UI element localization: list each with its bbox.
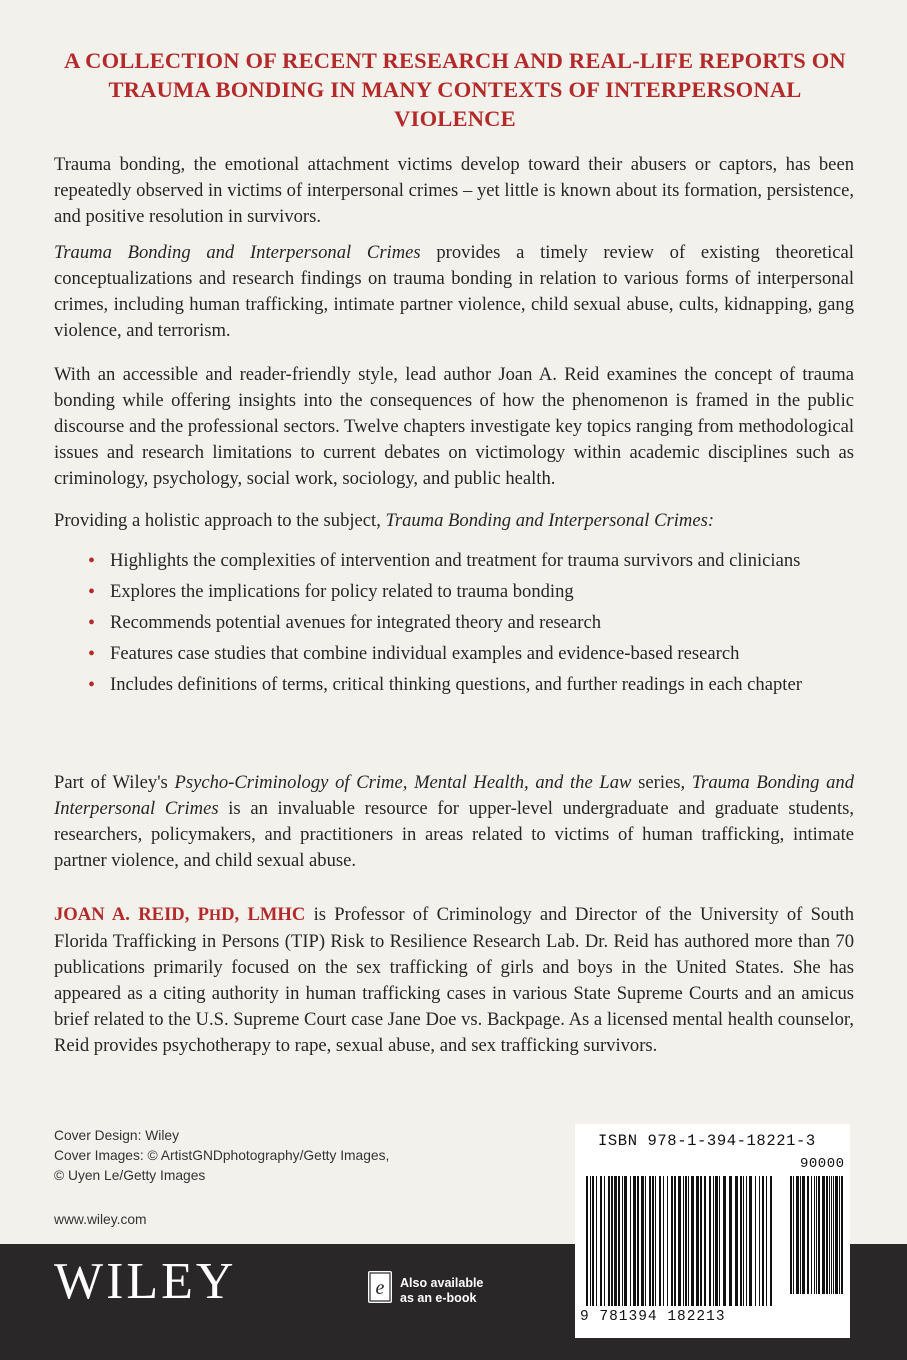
isbn-label: ISBN 978-1-394-18221-3 [598,1132,816,1150]
barcode-bar [715,1176,718,1306]
barcode-bar [671,1176,673,1306]
barcode-bar [826,1176,828,1294]
list-item [84,672,854,698]
bullet-icon: • [88,674,96,696]
barcode-bar [590,1176,591,1306]
credit-line: © Uyen Le/Getty Images [54,1168,206,1183]
barcode-bar [600,1176,602,1306]
barcode-bar [678,1176,681,1306]
barcode-bar [746,1176,747,1306]
series-text: is an invaluable resource for upper-level undergraduate and graduate students, researchers, policymakers, and practitioners in areas related to victims of human trafficking, intimate partner violence, and child sexual abuse. [54,798,854,871]
barcode-bar [624,1176,627,1306]
wiley-logo: WILEY [54,1253,237,1310]
barcode-bar [704,1176,706,1306]
author-bio-text: is Professor of Criminology and Director of the University of South Florida Trafficking in Persons (TIP) Risk to Resilience Research Lab. Dr. Reid has authored more than 70 publications primarily focused on the sex trafficking of girls and boys in the United States. She has appeared as a citing authority in human trafficking cases in various State Supreme Courts and an amicus brief related to the U.S. Supreme Court case Jane Doe vs. Backpage. As a licensed mental health counselor, Reid provides psychotherapy to rape, sexual abuse, and sex trafficking survivors. [54,904,854,1056]
barcode-bar [700,1176,702,1306]
barcode-bar [811,1176,812,1294]
price-code: 90000 [800,1156,845,1172]
list-item [84,548,854,574]
author-name-smallcap: H [209,907,222,924]
barcode-bar [770,1176,772,1306]
barcode-bar [790,1176,792,1294]
barcode-bar [652,1176,654,1306]
ebook-icon [368,1271,392,1303]
barcode-bar [688,1176,689,1306]
overview-text: provides a timely review of existing theoretical conceptualizations and research findings on trauma bonding in relation to various forms of interpersonal crimes, including human trafficking, intimate partner violence, child sexual abuse, cults, kidnapping, gang violence, and terrorism. [54,242,854,341]
barcode-bar [608,1176,610,1306]
cover-credits [54,1126,474,1186]
list-item-text: Features case studies that combine individual examples and evidence-based research [110,643,740,664]
ebook-line: as an e-book [400,1291,477,1305]
bullet-icon: • [88,581,96,603]
book-title-italic: Trauma Bonding and Interpersonal Crimes: [385,510,715,531]
author-name [54,904,305,925]
barcode-bar [759,1176,760,1306]
bullet-icon: • [88,612,96,634]
barcode-bar [655,1176,656,1306]
book-title-italic: Trauma Bonding and Interpersonal Crimes [54,772,854,819]
series-lead: Part of Wiley's [54,772,175,793]
barcode-bar [816,1176,817,1294]
barcode-number: 9 781394 182213 [580,1309,726,1325]
intro-paragraph: Trauma bonding, the emotional attachment victims develop toward their abusers or captors, has been repeatedly observed in victims of interpersonal crimes – yet little is known about its formation, persistence, and positive resolution in survivors. [54,154,854,227]
list-item [84,579,854,605]
barcode-bar [604,1176,605,1306]
barcode-bar [807,1176,809,1294]
barcode-bar [683,1176,684,1306]
barcode-bar [841,1176,843,1294]
barcode-bar [719,1176,720,1306]
barcode-bar [740,1176,742,1306]
author-name-part: JOAN A. REID, P [54,904,210,925]
barcode-bar [793,1176,794,1294]
barcode-bar [749,1176,752,1306]
overview-paragraph [54,240,854,344]
barcode-bar [596,1176,597,1306]
barcode-bar [633,1176,636,1306]
headline: A COLLECTION OF RECENT RESEARCH AND REAL-LIFE REPORTS ON TRAUMA BONDING IN MANY CONTEXTS OF INTERPERSONAL VIOLENCE [64,48,846,131]
barcode-bar [641,1176,644,1306]
barcode-bar [835,1176,838,1294]
barcode-bar [709,1176,711,1306]
barcode-bar [829,1176,830,1294]
feature-list [84,548,854,703]
website-link[interactable]: www.wiley.com [54,1212,147,1227]
barcode-bar [755,1176,756,1306]
barcode-bar [691,1176,694,1306]
ebook-notice [400,1276,520,1306]
barcode-bar [696,1176,699,1306]
list-item [84,641,854,667]
barcode-icon [584,1176,846,1310]
bullet-icon: • [88,550,96,572]
barcode-bar [630,1176,631,1306]
ebook-line: Also available [400,1276,484,1290]
barcode-bar [611,1176,613,1306]
barcode-bar [659,1176,661,1306]
list-item-text: Includes definitions of terms, critical thinking questions, and further readings in each chapter [110,674,802,695]
barcode-bar [822,1176,825,1294]
barcode-bar [713,1176,714,1306]
barcode-bar [735,1176,738,1306]
series-mid: series, [631,772,692,793]
barcode-bar [723,1176,726,1306]
barcode-bar [762,1176,764,1306]
barcode-bar [645,1176,646,1306]
barcode-bar [674,1176,676,1306]
barcode-bar [649,1176,651,1306]
barcode-bar [586,1176,588,1306]
bullet-icon: • [88,643,96,665]
barcode-bar [743,1176,744,1306]
barcode-bar [818,1176,820,1294]
book-title-italic: Trauma Bonding and Interpersonal Crimes [54,242,421,263]
barcode-bar [637,1176,639,1306]
style-paragraph: With an accessible and reader-friendly style, lead author Joan A. Reid examines the concept of trauma bonding while offering insights into the consequences of how the phenomenon is framed in the public discourse and the professional sectors. Twelve chapters investigate key topics ranging from methodological issues and research limitations to current debates on victimology within academic disciplines such as criminology, psychology, social work, sociology, and public health. [54,364,854,489]
author-name-part: D, LMHC [221,904,306,925]
barcode-bar [685,1176,687,1306]
holistic-paragraph [54,508,854,534]
ebook-icon-letter: e [375,1277,385,1299]
barcode-bar [729,1176,732,1306]
list-item-text: Highlights the complexities of intervention and treatment for trauma survivors and clinicians [110,550,801,571]
barcode-bar [800,1176,801,1294]
barcode-bar [839,1176,840,1294]
barcode-bar [831,1176,832,1294]
barcode-bar [667,1176,668,1306]
list-item [84,610,854,636]
barcode-bar [814,1176,815,1294]
list-item-text: Recommends potential avenues for integrated theory and research [110,612,601,633]
series-paragraph [54,770,854,874]
series-title-italic: Psycho-Criminology of Crime, Mental Health, and the Law [174,772,632,793]
list-item-text: Explores the implications for policy related to trauma bonding [110,581,574,602]
barcode-bar [802,1176,805,1294]
barcode-bar [622,1176,623,1306]
barcode-bar [766,1176,767,1306]
barcode-bar [592,1176,594,1306]
holistic-lead: Providing a holistic approach to the subject, [54,510,386,531]
barcode-bar [663,1176,664,1306]
author-bio [54,902,854,1059]
barcode-bar [618,1176,620,1306]
credit-line: Cover Design: Wiley [54,1128,179,1143]
credit-line: Cover Images: © ArtistGNDphotography/Getty Images, [54,1148,390,1163]
barcode-bar [614,1176,617,1306]
barcode-bar [796,1176,799,1294]
barcode-bar [833,1176,834,1294]
